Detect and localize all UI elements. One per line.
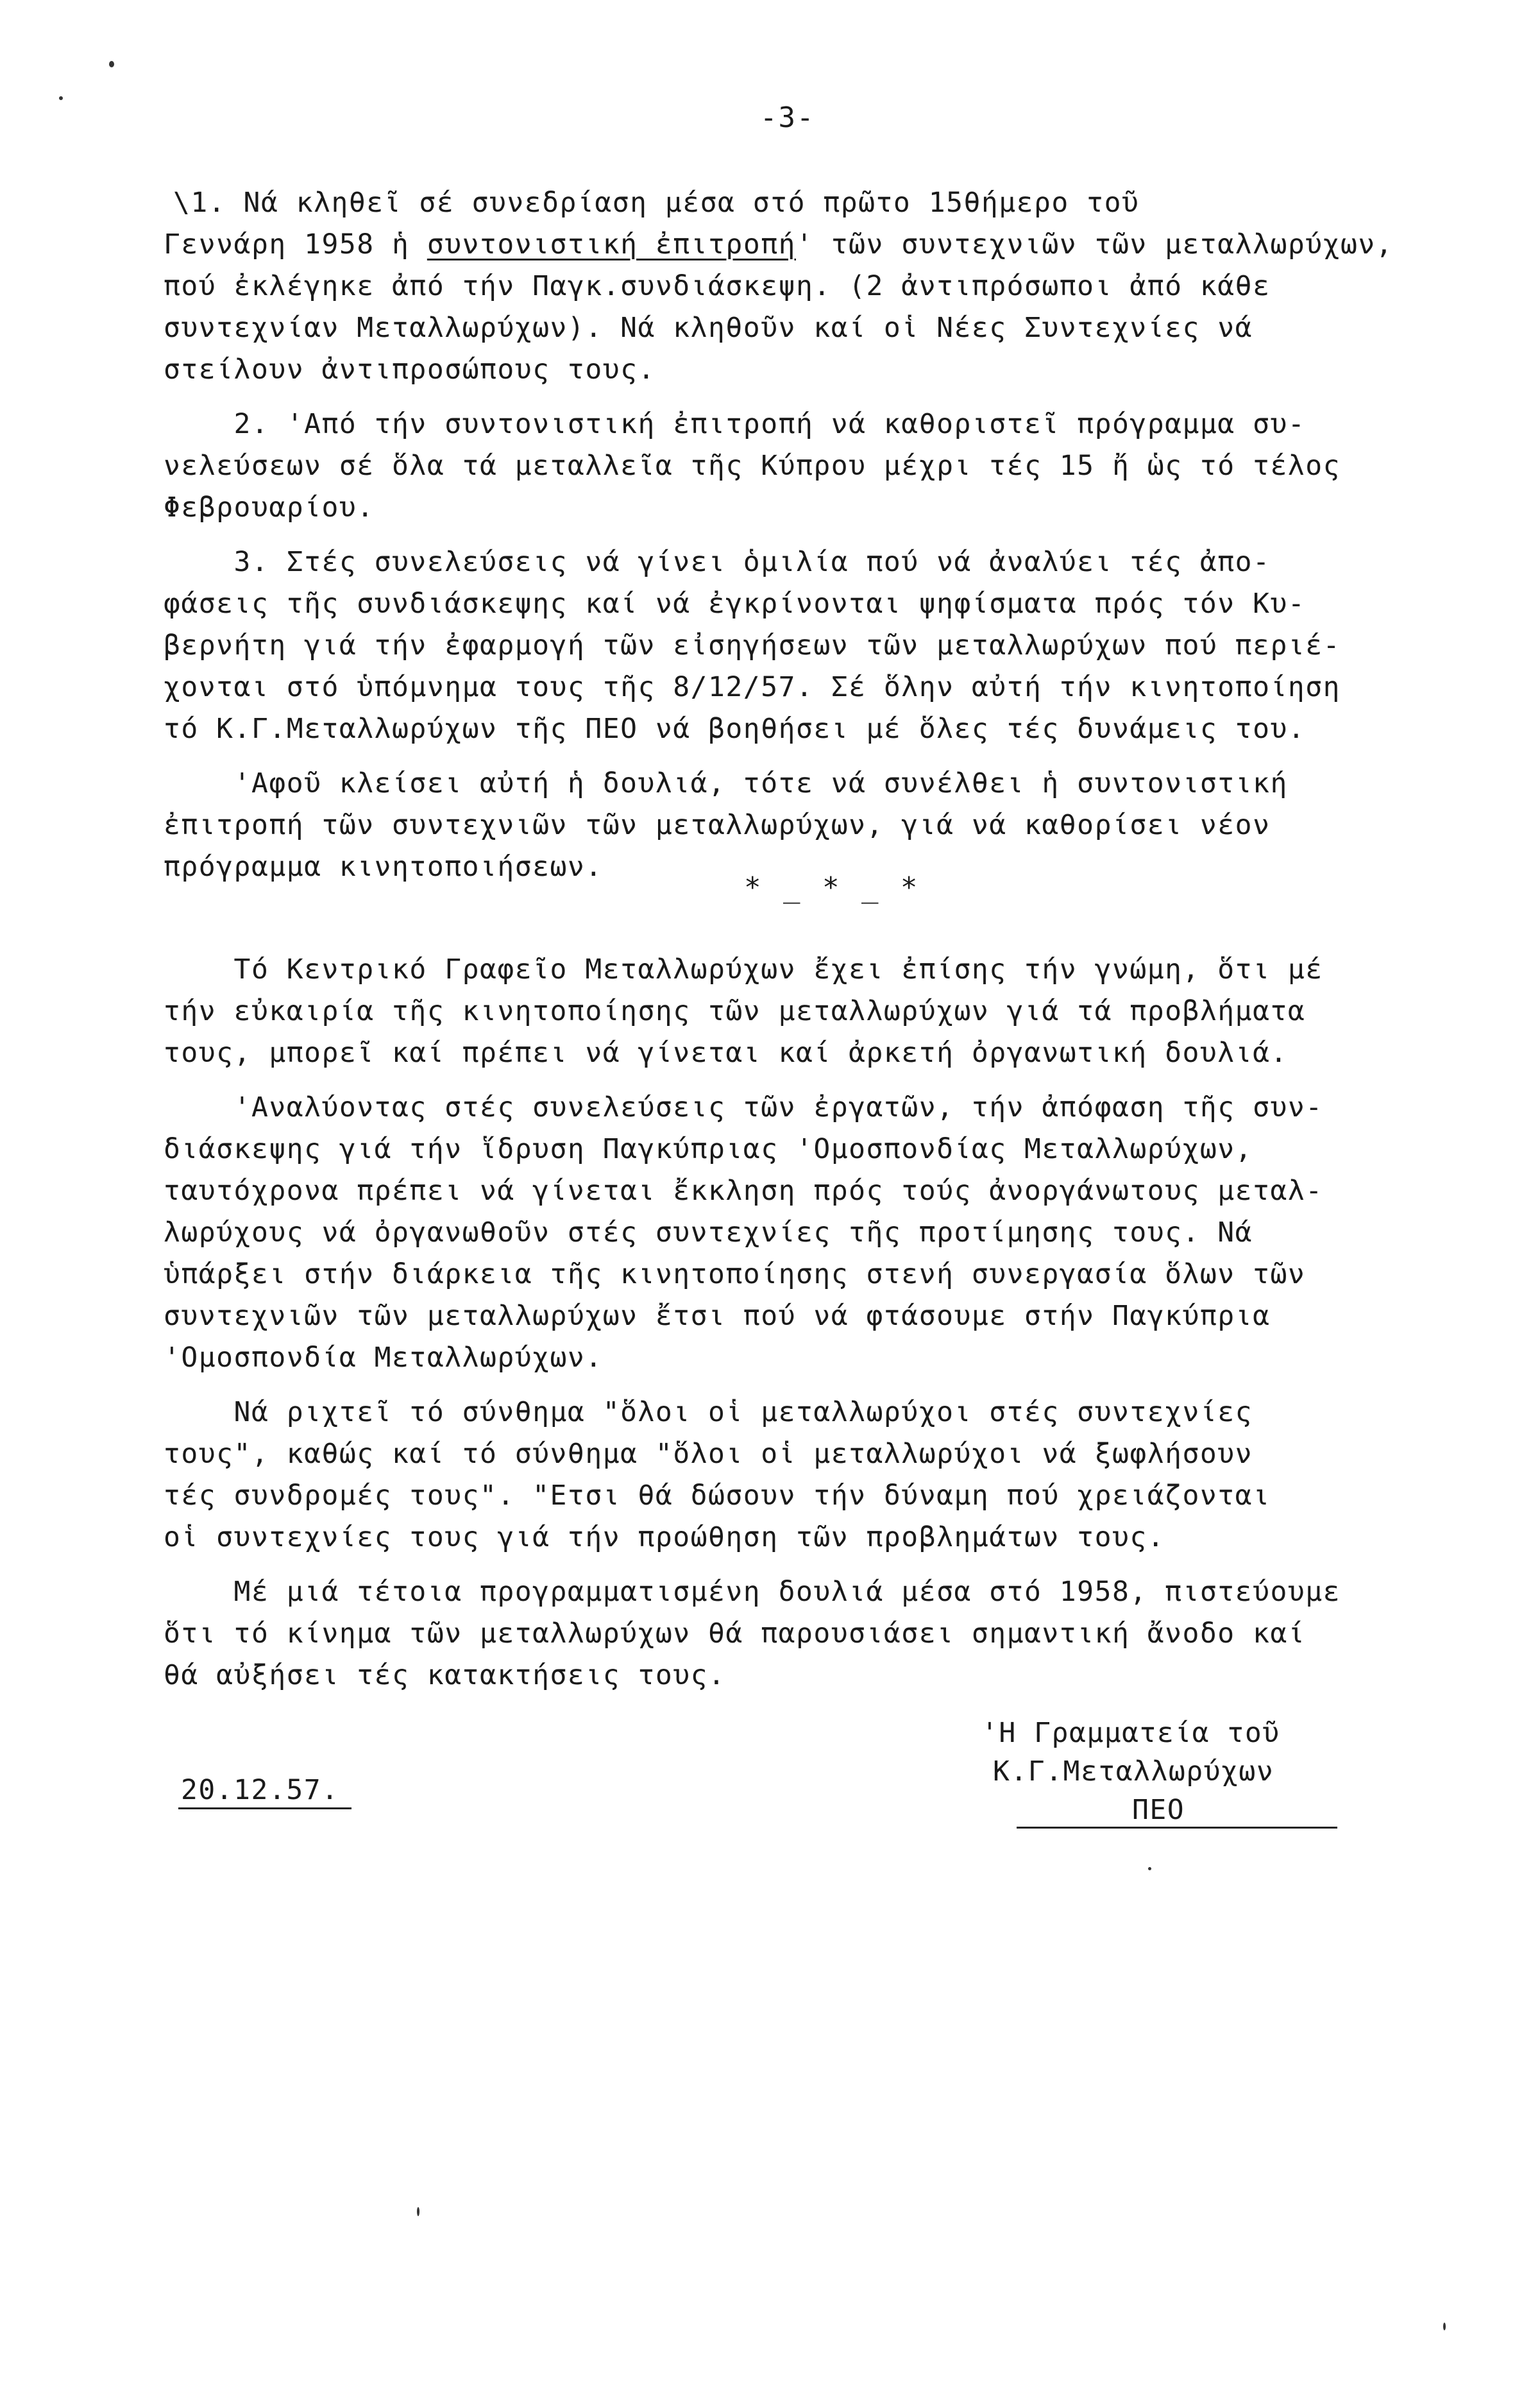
scan-speck xyxy=(1443,2323,1446,2330)
page-number: -3- xyxy=(760,101,815,134)
text-line: 3. Στές συνελεύσεις νά γίνει ὁμιλία πού νά ἀναλύει τές ἀπο- xyxy=(164,546,1271,578)
text-line: χονται στό ὑπόμνημα τους τῆς 8/12/57. Σέ ὅλην αὐτή τήν κινητοποίηση xyxy=(164,671,1341,703)
scan-speck xyxy=(417,2207,419,2216)
text-line: τές συνδρομές τους". "Ετσι θά δώσουν τήν δύναμη πού χρειάζονται xyxy=(164,1480,1271,1512)
date-underline xyxy=(178,1807,351,1809)
text-line: 2. 'Από τήν συντονιστική ἐπιτροπή νά καθοριστεῖ πρόγραμμα συ- xyxy=(164,408,1306,440)
text-line: ὑπάρξει στήν διάρκεια τῆς κινητοποίησης στενή συνεργασία ὅλων τῶν xyxy=(164,1258,1306,1290)
text-line: τους, μπορεῖ καί πρέπει νά γίνεται καί ἀρκετή ὀργανωτική δουλιά. xyxy=(164,1037,1288,1069)
text-line: ὅτι τό κίνημα τῶν μεταλλωρύχων θά παρουσιάσει σημαντική ἄνοδο καί xyxy=(164,1617,1306,1650)
text-line: 'Ομοσπονδία Μεταλλωρύχων. xyxy=(164,1342,603,1374)
text-line: οἱ συντεχνίες τους γιά τήν προώθηση τῶν προβλημάτων τους. xyxy=(164,1521,1165,1553)
text-line: στείλουν ἀντιπροσώπους τους. xyxy=(164,354,656,386)
text-line: συντεχνιῶν τῶν μεταλλωρύχων ἔτσι πού νά φτάσουμε στήν Παγκύπρια xyxy=(164,1300,1271,1332)
signature-line-1: 'Η Γραμματεία τοῦ xyxy=(981,1717,1280,1749)
signature-line-2: Κ.Γ.Μεταλλωρύχων xyxy=(993,1755,1274,1788)
text-line: διάσκεψης γιά τήν ἵδρυση Παγκύπριας 'Ομοσπονδίας Μεταλλωρύχων, xyxy=(164,1133,1253,1165)
text-line: Μέ μιά τέτοια προγραμματισμένη δουλιά μέσα στό 1958, πιστεύουμε xyxy=(164,1576,1341,1608)
text-line: πρόγραμμα κινητοποιήσεων. xyxy=(164,851,603,883)
text-line: πού ἐκλέγηκε ἀπό τήν Παγκ.συνδιάσκεψη. (2 ἀντιπρόσωποι ἀπό κάθε xyxy=(164,270,1271,302)
text-line xyxy=(164,228,1394,260)
text-line: θά αὐξήσει τές κατακτήσεις τους. xyxy=(164,1659,726,1691)
text-line: φάσεις τῆς συνδιάσκεψης καί νά ἐγκρίνονται ψηφίσματα πρός τόν Κυ- xyxy=(164,588,1306,620)
text-line-content: Γεννάρη 1958 ἡ συντονιστική ἐπιτροπή' τῶν συντεχνιῶν τῶν μεταλλωρύχων, xyxy=(164,228,1394,260)
signature-rule xyxy=(1017,1827,1337,1829)
text-line: Φεβρουαρίου. xyxy=(164,491,375,524)
text-line: Τό Κεντρικό Γραφεῖο Μεταλλωρύχων ἔχει ἐπίσης τήν γνώμη, ὅτι μέ xyxy=(164,953,1323,986)
text-line: \1. Νά κληθεῖ σέ συνεδρίαση μέσα στό πρῶτο 15θήμερο τοῦ xyxy=(173,187,1140,219)
text-line: τήν εὐκαιρία τῆς κινητοποίησης τῶν μεταλλωρύχων γιά τά προβλήματα xyxy=(164,995,1306,1027)
scan-speck xyxy=(59,96,63,100)
scan-speck xyxy=(1148,1867,1151,1870)
text-line: νελεύσεων σέ ὅλα τά μεταλλεῖα τῆς Κύπρου μέχρι τές 15 ἤ ὡς τό τέλος xyxy=(164,450,1341,482)
text-line: βερνήτη γιά τήν ἐφαρμογή τῶν εἰσηγήσεων τῶν μεταλλωρύχων πού περιέ- xyxy=(164,629,1341,661)
text-line: τους", καθώς καί τό σύνθημα "ὅλοι οἱ μεταλλωρύχοι νά ξωφλήσουν xyxy=(164,1438,1253,1470)
text-line: συντεχνίαν Μεταλλωρύχων). Νά κληθοῦν καί οἱ Νέες Συντεχνίες νά xyxy=(164,312,1253,344)
text-line: λωρύχους νά ὀργανωθοῦν στές συντεχνίες τῆς προτίμησης τους. Νά xyxy=(164,1216,1253,1249)
underlined-phrase: συντονιστική ἐπιτροπή xyxy=(427,228,796,260)
scan-speck xyxy=(109,61,114,67)
text-line: ἐπιτροπή τῶν συντεχνιῶν τῶν μεταλλωρύχων, γιά νά καθορίσει νέον xyxy=(164,809,1271,841)
text-line: τό Κ.Γ.Μεταλλωρύχων τῆς ΠΕΟ νά βοηθήσει μέ ὅλες τές δυνάμεις του. xyxy=(164,713,1306,745)
text-line: Νά ριχτεῖ τό σύνθημα "ὅλοι οἱ μεταλλωρύχοι στές συντεχνίες xyxy=(164,1396,1253,1428)
section-separator: * _ * _ * xyxy=(744,871,920,904)
text-line: 'Αφοῦ κλείσει αὐτή ἡ δουλιά, τότε νά συνέλθει ἡ συντονιστική xyxy=(164,767,1288,799)
text-line: 'Αναλύοντας στές συνελεύσεις τῶν ἐργατῶν, τήν ἀπόφαση τῆς συν- xyxy=(164,1091,1323,1123)
text-line: ταυτόχρονα πρέπει νά γίνεται ἔκκληση πρός τούς ἀνοργάνωτους μεταλ- xyxy=(164,1175,1323,1207)
document-date: 20.12.57. xyxy=(181,1774,339,1806)
signature-line-3: ΠΕΟ xyxy=(1132,1794,1185,1826)
